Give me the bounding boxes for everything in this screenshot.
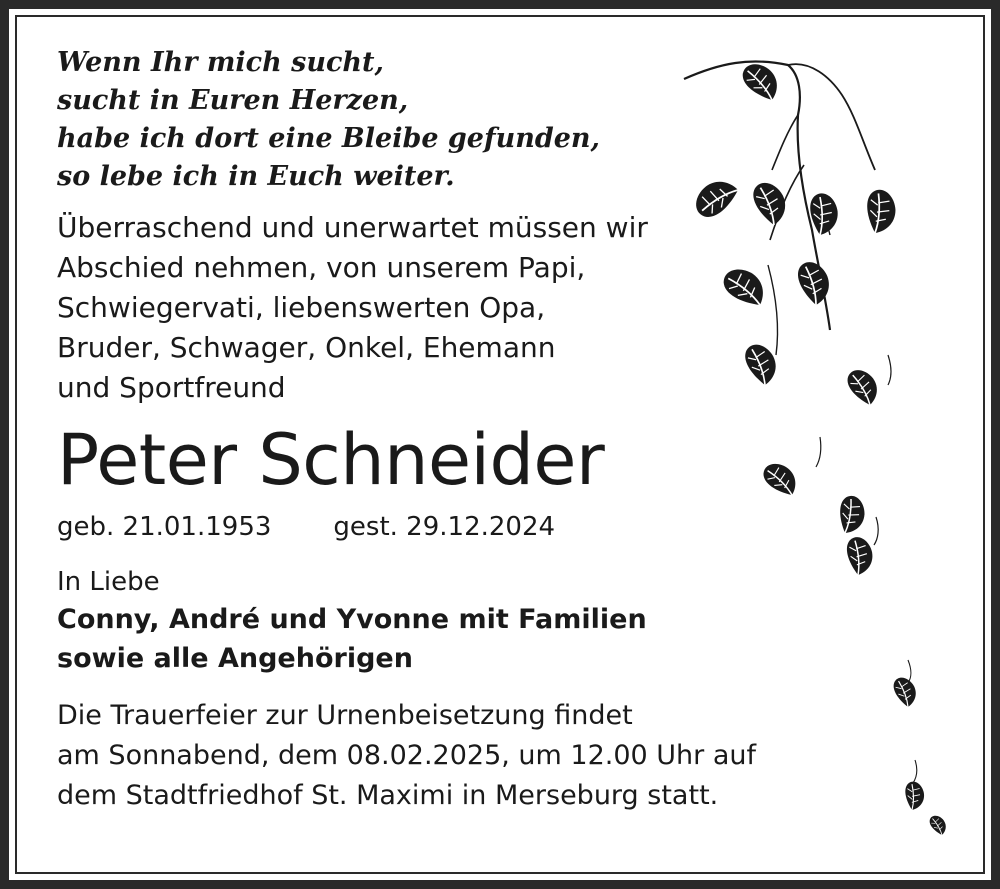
birth-date: geb. 21.01.1953 [57,512,272,542]
mourners: Conny, André und Yvonne mit Familien sowie alle Angehörigen [57,604,647,674]
ceremony-info: Die Trauerfeier zur Urnenbeisetzung findet am Sonnabend, dem 08.02.2025, um 12.00 Uhr auf dem Stadtfriedhof St. Maximi in Merseburg statt. [57,700,757,811]
obituary-text [57,44,757,816]
life-dates [57,510,757,544]
birch-branch-icon [680,55,970,845]
memorial-poem: Wenn Ihr mich sucht, sucht in Euren Herzen, habe ich dort eine Bleibe gefunden, so lebe ich in Euch weiter. [57,47,600,192]
deceased-name: Peter Schneider [57,419,605,501]
intro-text: Überraschend und unerwartet müssen wir Abschied nehmen, von unserem Papi, Schwiegervati, liebenswerten Opa, Bruder, Schwager, Onkel, Ehemann und Sportfreund [57,211,648,404]
in-love-label: In Liebe [57,567,160,597]
death-date: gest. 29.12.2024 [333,512,556,542]
